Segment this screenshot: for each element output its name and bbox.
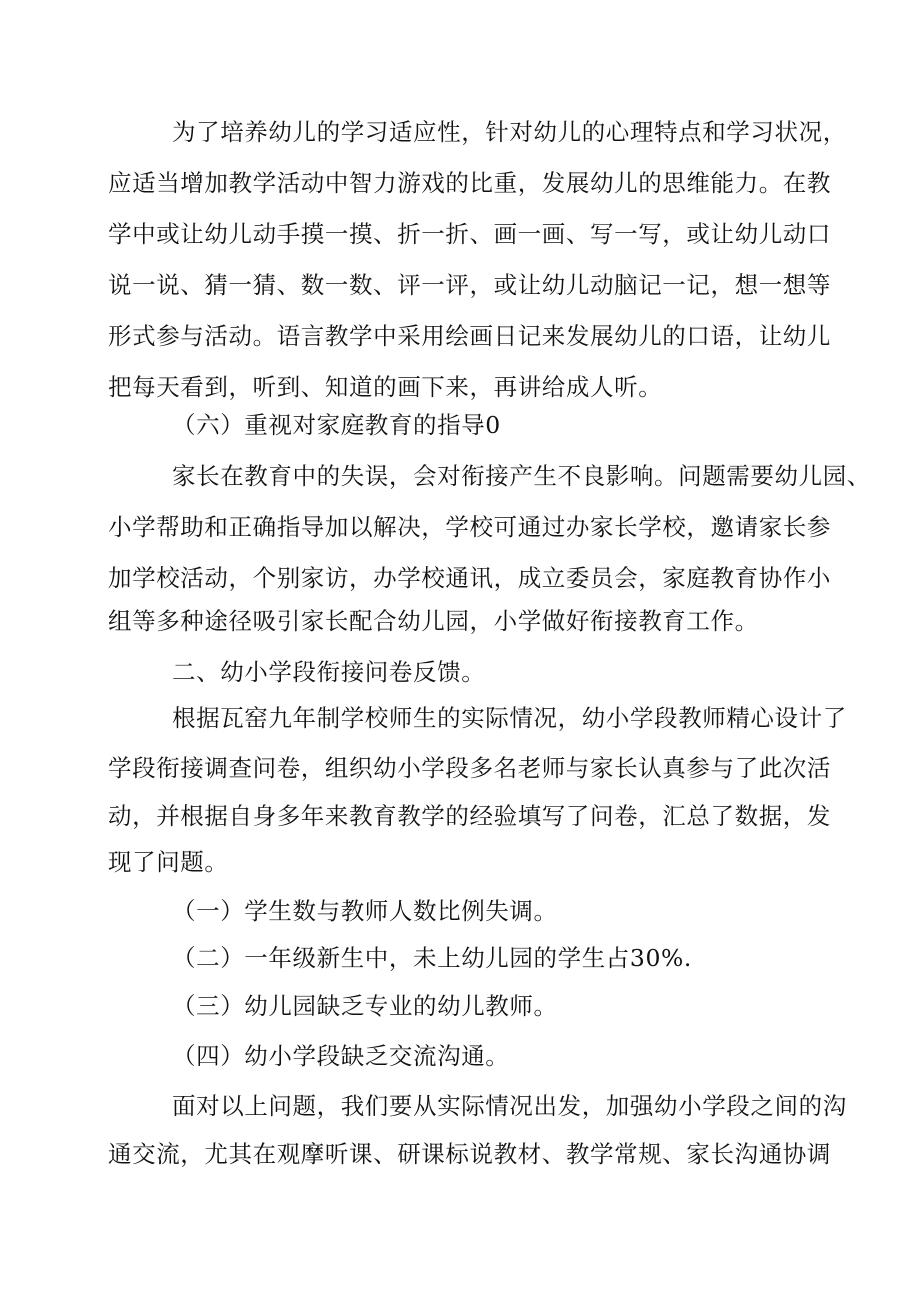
- paragraph-2-line-4: 组等多种途径吸引家长配合幼儿园，小学做好衔接教育工作。: [108, 607, 759, 635]
- list-item-4: （四）幼小学段缺乏交流沟通。: [172, 1042, 510, 1070]
- paragraph-3-line-4: 现了问题。: [108, 848, 229, 876]
- paragraph-2-line-2: 小学帮助和正确指导加以解决，学校可通过办家长学校，邀请家长参: [108, 513, 831, 541]
- paragraph-1-line-2: 应适当增加教学活动中智力游戏的比重，发展幼儿的思维能力。在教: [108, 169, 831, 197]
- paragraph-4-line-2: 通交流，尤其在观摩听课、研课标说教材、教学常规、家长沟通协调: [108, 1140, 831, 1168]
- paragraph-3-line-2: 学段衔接调查问卷，组织幼小学段多名老师与家长认真参与了此次活: [108, 754, 831, 782]
- paragraph-3-line-1: 根据瓦窑九年制学校师生的实际情况，幼小学段教师精心设计了: [172, 704, 847, 732]
- paragraph-4-line-1: 面对以上问题，我们要从实际情况出发，加强幼小学段之间的沟: [172, 1092, 847, 1120]
- paragraph-1-line-5: 形式参与活动。语言教学中采用绘画日记来发展幼儿的口语，让幼儿: [108, 322, 831, 350]
- list-item-1: （一）学生数与教师人数比例失调。: [172, 897, 558, 925]
- paragraph-1-line-4: 说一说、猜一猜、数一数、评一评，或让幼儿动脑记一记，想一想等: [108, 271, 831, 299]
- paragraph-2-line-1: 家长在教育中的失误，会对衔接产生不良影响。问题需要幼儿园、: [172, 462, 871, 490]
- paragraph-3-line-3: 动，并根据自身多年来教育教学的经验填写了问卷，汇总了数据，发: [108, 802, 831, 830]
- section-heading-2: 二、幼小学段衔接问卷反馈。: [172, 658, 486, 686]
- paragraph-1-line-6: 把每天看到，听到、知道的画下来，再讲给成人听。: [108, 373, 663, 401]
- paragraph-1-line-3: 学中或让幼儿动手摸一摸、折一折、画一画、写一写，或让幼儿动口: [108, 220, 831, 248]
- list-item-3: （三）幼儿园缺乏专业的幼儿教师。: [172, 992, 558, 1020]
- section-heading-6: （六）重视对家庭教育的指导0: [172, 411, 501, 439]
- paragraph-2-line-3: 加学校活动，个别家访，办学校通讯，成立委员会，家庭教育协作小: [108, 564, 831, 592]
- paragraph-1-line-1: 为了培养幼儿的学习适应性，针对幼儿的心理特点和学习状况，: [172, 118, 847, 146]
- list-item-2: （二）一年级新生中，未上幼儿园的学生占30%.: [172, 944, 693, 972]
